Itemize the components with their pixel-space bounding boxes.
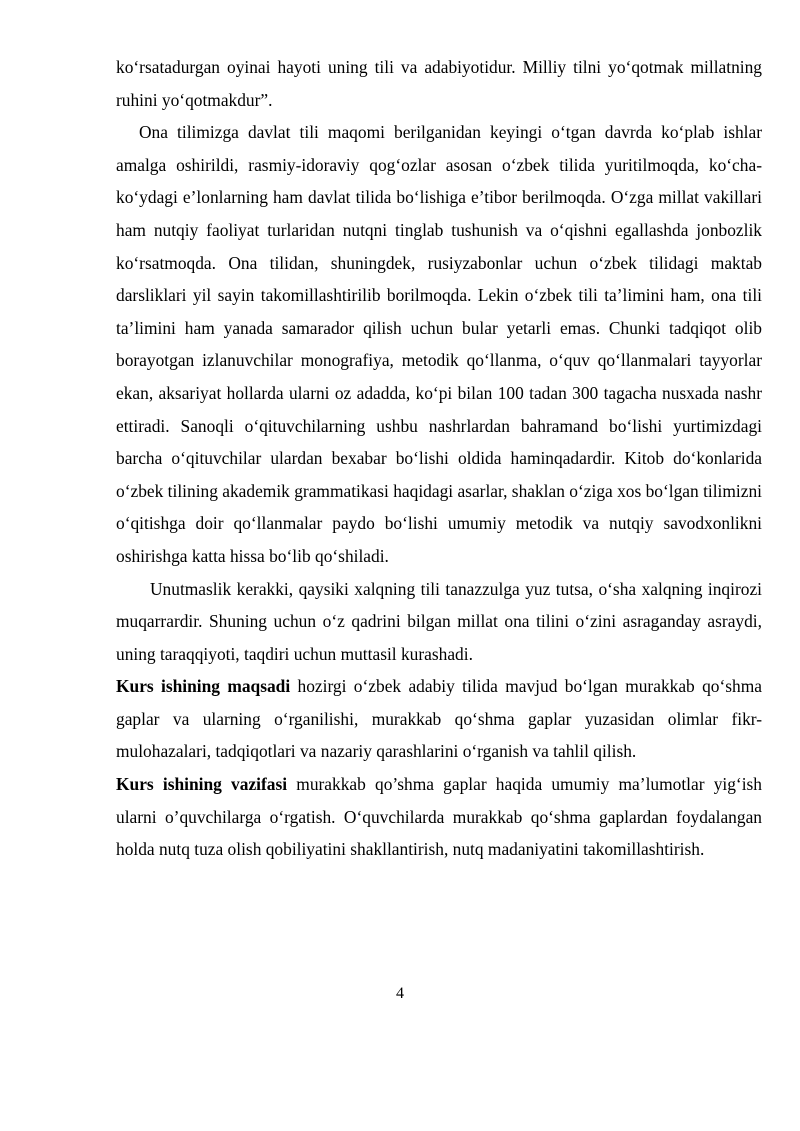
paragraph-state-language — [116, 116, 762, 572]
course-tasks-heading: Kurs ishining vazifasi — [116, 774, 288, 795]
paragraph-quote-end — [116, 51, 762, 116]
paragraph-course-goal — [116, 670, 762, 768]
paragraph-text: hozirgi o‘zbek adabiy tilida mavjud bo‘lgan murakkab qo‘shma gaplar va ularning o‘rganilishi, murakkab qo‘shma gaplar yuzasidan olimlar fikr-mulohazalari, tadqiqotlari va nazariy qarashlarini o‘rganish va tahlil qilish. — [116, 676, 762, 762]
paragraph-text: murakkab qo’shma gaplar haqida umumiy ma’lumotlar yig‘ish ularni o’quvchilarga o‘rgatish. O‘quvchilarda murakkab qo‘shma gaplardan foydalangan holda nutq tuza olish qobiliyatini shakllantirish, nutq madaniyatini takomillashtirish. — [116, 774, 762, 860]
paragraph-text: Ona tilimizga davlat tili maqomi berilganidan keyingi o‘tgan davrda ko‘plab ishlar amalga oshirildi, rasmiy-idoraviy qog‘ozlar asosan o‘zbek tilida yuritilmoqda, ko‘cha-ko‘ydagi e’lonlarning ham davlat tilida bo‘lishiga e’tibor berilmoqda. O‘zga millat vakillari ham nutqiy faoliyat turlaridan nutqni tinglab tushunish va o‘qishni egallashda jonbozlik ko‘rsatmoqda. Ona tilidan, shuningdek, rusiyzabonlar uchun o‘zbek tilidagi maktab darsliklari yil sayin takomillashtirilib borilmoqda. Lekin o‘zbek tili ta’limini ham, ona tili ta’limini ham yanada samarador qilish uchun bular yetarli emas. Chunki tadqiqot olib borayotgan izlanuvchilar monografiya, metodik qo‘llanma, o‘quv qo‘llanmalari tayyorlar ekan, aksariyat hollarda ularni oz adadda, ko‘pi bilan 100 tadan 300 tagacha nusxada nashr ettiradi. Sanoqli o‘qituvchilarning ushbu nashrlardan bahramand bo‘lishi yurtimizdagi barcha o‘qituvchilar ulardan bexabar bo‘lishi oldida haminqadardir. Kitob do‘konlarida o‘zbek tilining akademik grammatikasi haqidagi asarlar, shaklan o‘ziga xos bo‘lgan tilimizni o‘qitishga doir qo‘llanmalar paydo bo‘lishi umumiy metodik va nutqiy savodxonlikni oshirishga katta hissa bo‘lib qo‘shiladi. — [116, 122, 762, 566]
course-goal-heading: Kurs ishining maqsadi — [116, 676, 291, 697]
document-body — [116, 51, 762, 866]
paragraph-course-tasks — [116, 768, 762, 866]
paragraph-text: ko‘rsatadurgan oyinai hayoti uning tili va adabiyotidur. Milliy tilni yo‘qotmak millatning ruhini yo‘qotmakdur”. — [116, 57, 762, 110]
paragraph-language-decline — [116, 573, 762, 671]
paragraph-text: Unutmaslik kerakki, qaysiki xalqning tili tanazzulga yuz tutsa, o‘sha xalqning inqirozi muqarrardir. Shuning uchun o‘z qadrini bilgan millat ona tilini o‘zini asraganday asraydi, uning taraqqiyoti, taqdiri uchun muttasil kurashadi. — [116, 578, 762, 664]
page-number: 4 — [396, 985, 404, 1002]
